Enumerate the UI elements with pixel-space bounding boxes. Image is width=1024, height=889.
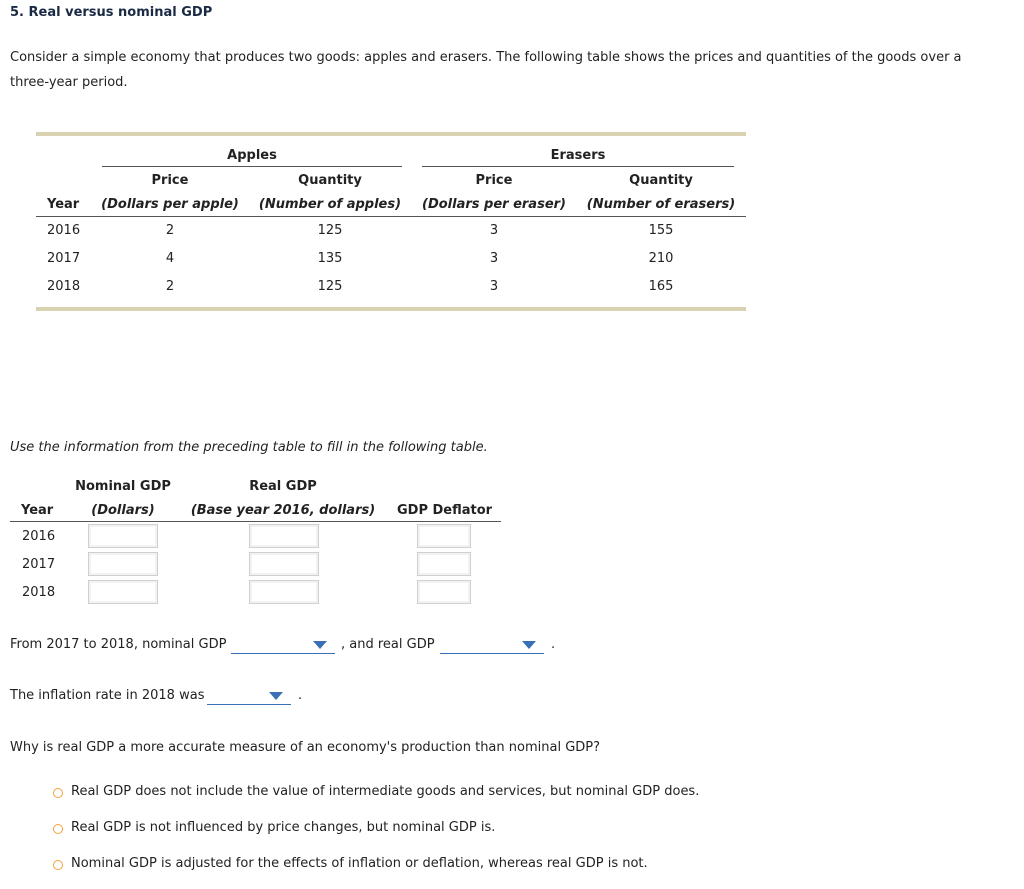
- real-gdp-2018-input[interactable]: [249, 580, 319, 604]
- chevron-down-icon: [269, 692, 283, 700]
- gdp-year-2018: 2018: [22, 585, 56, 600]
- eraser-qty-cell: 165: [648, 279, 674, 294]
- eraser-price-unit: (Dollars per eraser): [422, 197, 566, 212]
- gdp-year-header: Year: [21, 503, 54, 518]
- nominal-gdp-2016-input[interactable]: [88, 524, 158, 548]
- option-2-label: Real GDP is not influenced by price changes, but nominal GDP is.: [71, 820, 496, 835]
- header-bottom-rule: [36, 216, 746, 217]
- real-gdp-unit: (Base year 2016, dollars): [190, 503, 376, 518]
- deflator-2016-input[interactable]: [417, 524, 471, 548]
- inflation-rate-dropdown[interactable]: [207, 688, 291, 705]
- radio-option-2[interactable]: [53, 824, 63, 834]
- eraser-price-cell: 3: [489, 279, 499, 294]
- chevron-down-icon: [313, 641, 327, 649]
- apple-price-cell: 2: [165, 279, 175, 294]
- radio-option-1[interactable]: [53, 788, 63, 798]
- chevron-down-icon: [522, 641, 536, 649]
- nominal-gdp-header: Nominal GDP: [75, 479, 171, 494]
- gdp-year-2016: 2016: [22, 529, 56, 544]
- eraser-qty-cell: 155: [648, 223, 674, 238]
- intro-text: Consider a simple economy that produces two goods: apples and erasers. The following table shows the prices and quantities of the goods over a three-year period.: [10, 50, 962, 90]
- gdp-year-2017: 2017: [22, 557, 56, 572]
- table-bottom-rule: [36, 307, 746, 311]
- eraser-price-cell: 3: [489, 251, 499, 266]
- real-gdp-2016-input[interactable]: [249, 524, 319, 548]
- radio-option-3[interactable]: [53, 860, 63, 870]
- instruction-text: Use the information from the preceding table to fill in the following table.: [10, 440, 488, 455]
- apple-qty-header: Quantity: [298, 173, 362, 188]
- eraser-qty-header: Quantity: [629, 173, 693, 188]
- q2-prefix: The inflation rate in 2018 was: [10, 688, 205, 703]
- question-title: 5. Real versus nominal GDP: [10, 5, 213, 20]
- table-top-rule: [36, 132, 746, 136]
- nominal-gdp-unit: (Dollars): [91, 503, 155, 518]
- real-gdp-change-dropdown[interactable]: [440, 637, 544, 654]
- erasers-group-header: Erasers: [550, 148, 606, 163]
- eraser-qty-cell: 210: [648, 251, 674, 266]
- q1-prefix: From 2017 to 2018, nominal GDP: [10, 637, 227, 652]
- apple-qty-unit: (Number of apples): [258, 197, 402, 212]
- option-1-label: Real GDP does not include the value of intermediate goods and services, but nominal GDP does.: [71, 784, 700, 799]
- apple-price-cell: 4: [165, 251, 175, 266]
- apples-group-header: Apples: [227, 148, 277, 163]
- real-gdp-header: Real GDP: [249, 479, 317, 494]
- nominal-gdp-2018-input[interactable]: [88, 580, 158, 604]
- eraser-price-cell: 3: [489, 223, 499, 238]
- deflator-2018-input[interactable]: [417, 580, 471, 604]
- year-header: Year: [47, 197, 80, 212]
- q1-suffix: .: [551, 637, 556, 652]
- table-row: [47, 223, 80, 238]
- year-cell: 2017: [47, 251, 81, 266]
- apple-price-cell: 2: [165, 223, 175, 238]
- q2-suffix: .: [298, 688, 303, 703]
- apple-qty-cell: 125: [317, 279, 343, 294]
- apple-qty-cell: 125: [317, 223, 343, 238]
- year-cell: 2018: [47, 279, 81, 294]
- nominal-gdp-change-dropdown[interactable]: [231, 637, 335, 654]
- q1-middle: , and real GDP: [341, 637, 435, 652]
- apple-qty-cell: 135: [317, 251, 343, 266]
- apples-group-underline: [102, 166, 402, 167]
- eraser-price-header: Price: [475, 173, 513, 188]
- apple-price-header: Price: [151, 173, 189, 188]
- year-cell: 2016: [47, 223, 81, 238]
- q3-question: Why is real GDP a more accurate measure of an economy's production than nominal GDP?: [10, 740, 601, 755]
- eraser-qty-unit: (Number of erasers): [586, 197, 736, 212]
- nominal-gdp-2017-input[interactable]: [88, 552, 158, 576]
- real-gdp-2017-input[interactable]: [249, 552, 319, 576]
- table-row: [47, 279, 80, 294]
- option-3-label: Nominal GDP is adjusted for the effects of inflation or deflation, whereas real GDP is not.: [71, 856, 648, 871]
- gdp-deflator-header: GDP Deflator: [397, 503, 493, 518]
- apple-price-unit: (Dollars per apple): [101, 197, 239, 212]
- table-row: [47, 251, 80, 266]
- deflator-2017-input[interactable]: [417, 552, 471, 576]
- gdp-header-rule: [10, 521, 501, 522]
- erasers-group-underline: [422, 166, 734, 167]
